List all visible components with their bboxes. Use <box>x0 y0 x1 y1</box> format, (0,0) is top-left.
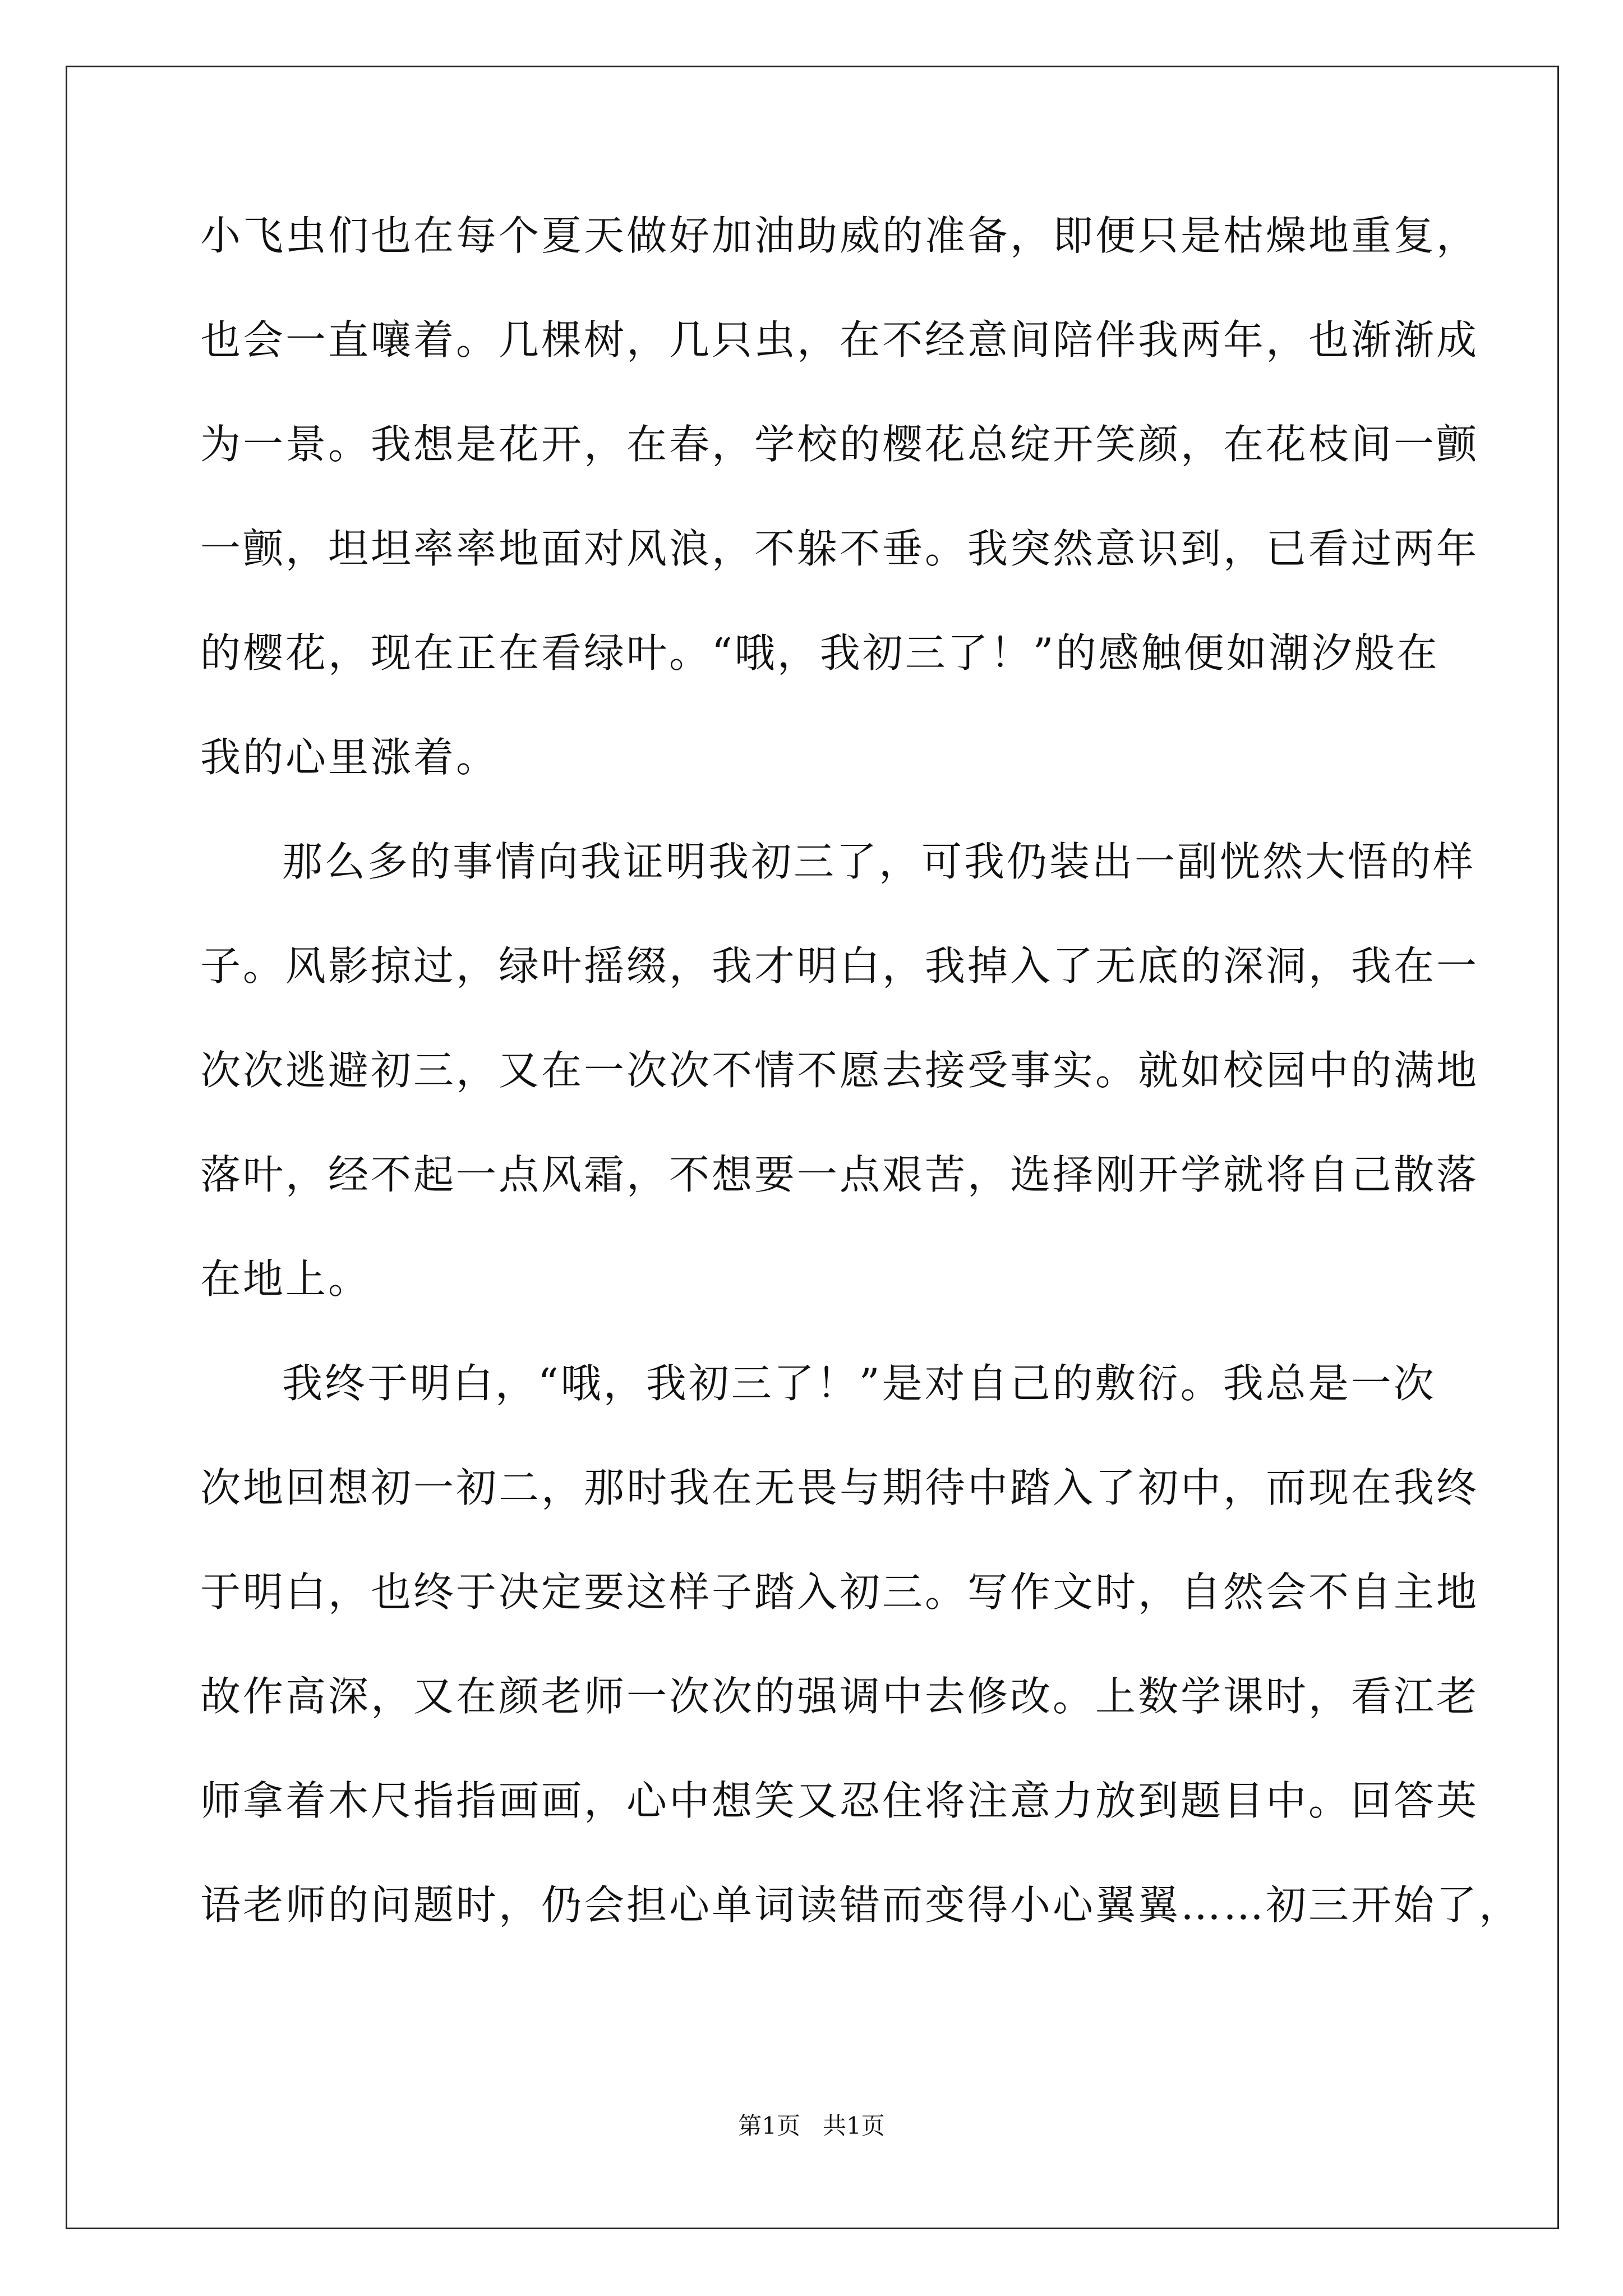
text-line: 次地回想初一初二，那时我在无畏与期待中踏入了初中，而现在我终 <box>200 1464 1479 1511</box>
page-number-footer: 第1页 共1页 <box>738 2112 885 2139</box>
text-line: 一颤，坦坦率率地面对风浪，不躲不垂。我突然意识到，已看过两年 <box>200 525 1479 572</box>
text-line: 也会一直嚷着。几棵树，几只虫，在不经意间陪伴我两年，也渐渐成 <box>200 316 1479 364</box>
text-line: 故作高深，又在颜老师一次次的强调中去修改。上数学课时，看江老 <box>200 1673 1479 1720</box>
text-line: 师拿着木尺指指画画，心中想笑又忍住将注意力放到题目中。回答英 <box>200 1777 1479 1824</box>
text-line: 子。风影掠过，绿叶摇缀，我才明白，我掉入了无底的深洞，我在一 <box>200 942 1479 990</box>
paragraph-start-line: 我终于明白，“哦，我初三了！”是对自己的敷衍。我总是一次 <box>282 1360 1436 1407</box>
text-line: 语老师的问题时，仍会担心单词读错而变得小心翼翼……初三开始了， <box>200 1881 1522 1929</box>
text-line: 的樱花，现在正在看绿叶。“哦，我初三了！”的感触便如潮汐般在 <box>200 629 1440 677</box>
paragraph-start-line: 那么多的事情向我证明我初三了，可我仍装出一副恍然大悟的样 <box>282 838 1476 885</box>
text-line: 小飞虫们也在每个夏天做好加油助威的准备，即便只是枯燥地重复， <box>200 212 1479 259</box>
text-line: 我的心里涨着。 <box>200 734 499 781</box>
text-line: 次次逃避初三，又在一次次不情不愿去接受事实。就如校园中的满地 <box>200 1047 1479 1094</box>
text-line: 为一景。我想是花开，在春，学校的樱花总绽开笑颜，在花枝间一颤 <box>200 421 1479 468</box>
text-line: 在地上。 <box>200 1255 371 1303</box>
document-body <box>200 202 1522 1976</box>
text-line: 于明白，也终于决定要这样子踏入初三。写作文时，自然会不自主地 <box>200 1568 1479 1616</box>
text-line: 落叶，经不起一点风霜，不想要一点艰苦，选择刚开学就将自己散落 <box>200 1151 1479 1198</box>
